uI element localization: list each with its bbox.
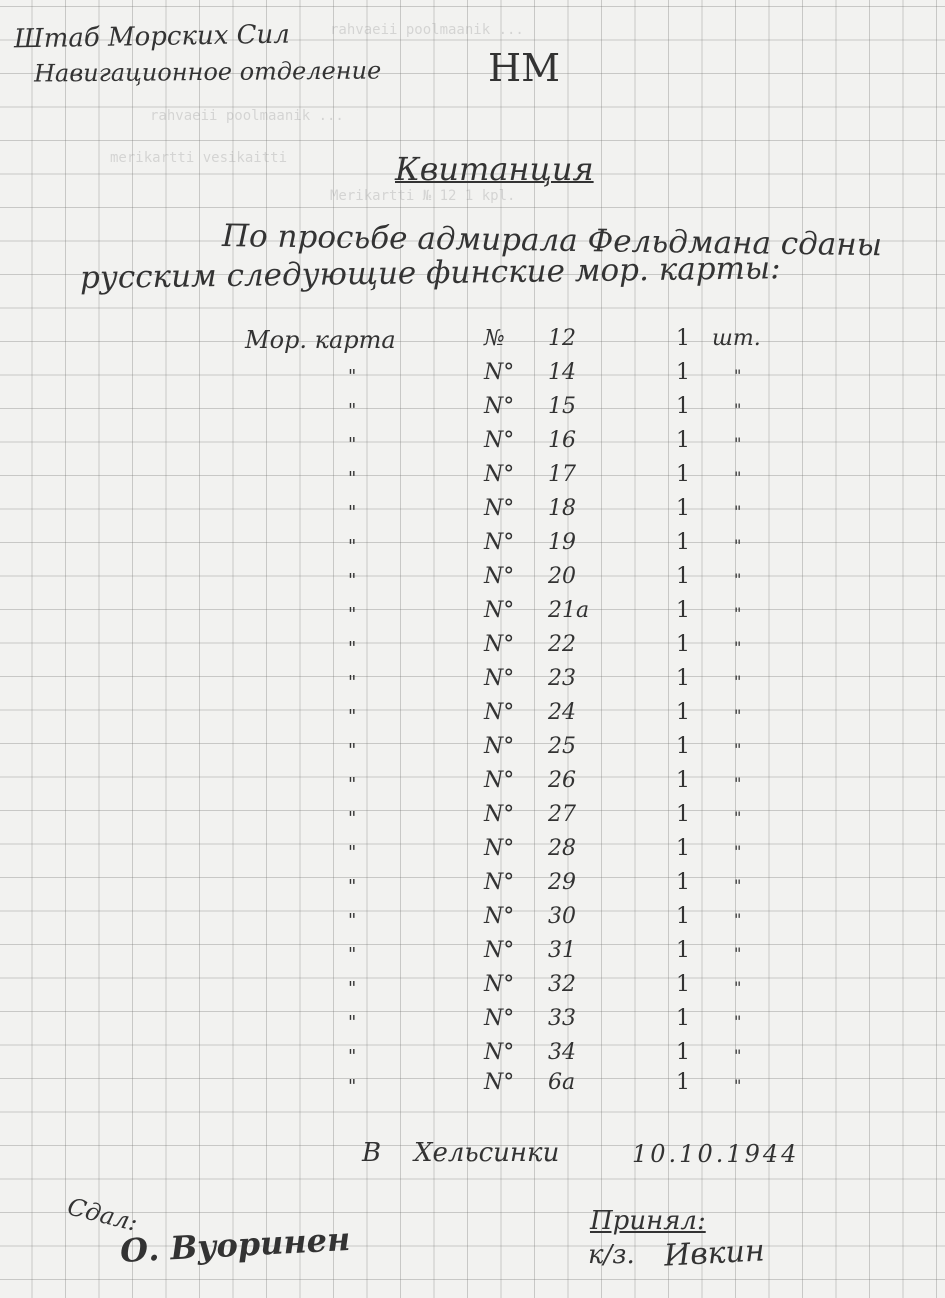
handed-label: Сдал:: [64, 1192, 141, 1237]
document-title: Квитанция: [395, 150, 594, 188]
table-row: [0, 836, 945, 870]
number-sign: N°: [484, 768, 515, 793]
number-sign: N°: [484, 598, 515, 623]
chart-count: 1: [676, 394, 690, 419]
ditto-mark: ": [348, 672, 357, 693]
ditto-mark: ": [734, 876, 742, 895]
number-sign: N°: [484, 972, 515, 997]
table-row: [0, 734, 945, 768]
ditto-mark: ": [734, 1076, 742, 1095]
chart-count: 1: [676, 530, 690, 555]
ditto-mark: ": [734, 978, 742, 997]
received-rank: к/з.: [588, 1240, 635, 1270]
chart-number: 16: [548, 428, 576, 453]
chart-number: 24: [548, 700, 576, 725]
ditto-mark: ": [734, 366, 742, 385]
chart-count: 1: [676, 428, 690, 453]
ditto-mark: ": [348, 638, 357, 659]
table-row: [0, 496, 945, 530]
chart-count: 1: [676, 1040, 690, 1065]
ditto-mark: ": [734, 570, 742, 589]
number-sign: N°: [484, 530, 515, 555]
ditto-mark: ": [348, 978, 357, 999]
chart-number: 26: [548, 768, 576, 793]
chart-number: 33: [548, 1006, 576, 1031]
number-sign: N°: [484, 870, 515, 895]
number-sign: N°: [484, 360, 515, 385]
chart-count: 1: [676, 972, 690, 997]
table-row: [0, 360, 945, 394]
chart-count: 1: [676, 598, 690, 623]
chart-number: 23: [548, 666, 576, 691]
chart-count: 1: [676, 360, 690, 385]
table-row: [0, 1006, 945, 1040]
table-row: [0, 870, 945, 904]
ditto-mark: ": [734, 638, 742, 657]
table-row: [0, 530, 945, 564]
ditto-mark: ": [348, 536, 357, 557]
ditto-mark: ": [348, 706, 357, 727]
number-sign: N°: [484, 836, 515, 861]
table-row: [0, 666, 945, 700]
unit-label: шт.: [712, 326, 761, 351]
ditto-mark: ": [734, 672, 742, 691]
ditto-mark: ": [348, 1046, 357, 1067]
number-sign: N°: [484, 428, 515, 453]
ditto-mark: ": [348, 502, 357, 523]
org-line-1: Штаб Морских Сил: [13, 19, 291, 55]
org-line-2: Навигационное отделение: [33, 56, 382, 88]
number-sign: N°: [484, 666, 515, 691]
intro-line-2: русским следующие финские мор. карты:: [79, 250, 781, 296]
table-row: [0, 326, 945, 360]
chart-count: 1: [676, 326, 690, 351]
table-row: [0, 904, 945, 938]
ghost-line-1: rahvaeii poolmaanik ...: [330, 22, 524, 38]
number-sign: N°: [484, 904, 515, 929]
table-row: [0, 972, 945, 1006]
ditto-mark: ": [734, 706, 742, 725]
chart-count: 1: [676, 836, 690, 861]
table-row: [0, 598, 945, 632]
ditto-mark: ": [734, 774, 742, 793]
ditto-mark: ": [734, 1046, 742, 1065]
chart-number: 20: [548, 564, 576, 589]
ditto-mark: ": [734, 536, 742, 555]
received-label: Принял:: [590, 1206, 706, 1236]
table-row: [0, 632, 945, 666]
chart-count: 1: [676, 938, 690, 963]
chart-count: 1: [676, 802, 690, 827]
ditto-mark: ": [734, 434, 742, 453]
ditto-mark: ": [348, 842, 357, 863]
ditto-mark: ": [734, 910, 742, 929]
chart-number: 6а: [548, 1070, 576, 1095]
chart-number: 32: [548, 972, 576, 997]
place-city: Хельсинки: [414, 1138, 560, 1168]
ditto-mark: ": [734, 400, 742, 419]
table-row: [0, 1070, 945, 1104]
chart-number: 18: [548, 496, 576, 521]
chart-number: 34: [548, 1040, 576, 1065]
chart-number: 29: [548, 870, 576, 895]
chart-label: Мор. карта: [245, 326, 396, 354]
chart-number: 15: [548, 394, 576, 419]
ditto-mark: ": [348, 876, 357, 897]
chart-count: 1: [676, 496, 690, 521]
ditto-mark: ": [734, 944, 742, 963]
table-row: [0, 564, 945, 598]
table-row: [0, 802, 945, 836]
ditto-mark: ": [734, 468, 742, 487]
chart-number: 14: [548, 360, 576, 385]
chart-count: 1: [676, 734, 690, 759]
chart-count: 1: [676, 904, 690, 929]
ditto-mark: ": [348, 740, 357, 761]
ditto-mark: ": [734, 842, 742, 861]
ditto-mark: ": [348, 400, 357, 421]
chart-number: 31: [548, 938, 576, 963]
chart-count: 1: [676, 632, 690, 657]
chart-number: 28: [548, 836, 576, 861]
number-sign: N°: [484, 462, 515, 487]
ditto-mark: ": [348, 604, 357, 625]
ditto-mark: ": [348, 774, 357, 795]
number-sign: N°: [484, 938, 515, 963]
initials: НМ: [488, 46, 561, 90]
table-row: [0, 462, 945, 496]
chart-count: 1: [676, 666, 690, 691]
ditto-mark: ": [348, 1012, 357, 1033]
number-sign: №: [484, 326, 505, 351]
ghost-line-4: Merikartti № 12 1 kpl.: [330, 188, 516, 204]
number-sign: N°: [484, 734, 515, 759]
chart-number: 12: [548, 326, 576, 351]
ditto-mark: ": [734, 808, 742, 827]
ditto-mark: ": [348, 468, 357, 489]
ghost-line-2: rahvaeii poolmaanik ...: [150, 108, 344, 124]
table-row: [0, 938, 945, 972]
ditto-mark: ": [348, 1076, 357, 1097]
ghost-line-3: merikartti vesikaitti: [110, 150, 288, 166]
number-sign: N°: [484, 700, 515, 725]
ditto-mark: ": [348, 434, 357, 455]
chart-number: 17: [548, 462, 576, 487]
chart-number: 19: [548, 530, 576, 555]
chart-number: 21а: [548, 598, 590, 623]
document-date: 10.10.1944: [632, 1140, 800, 1168]
chart-count: 1: [676, 462, 690, 487]
intro-line-1: По просьбе адмирала Фельдмана сданы: [221, 218, 883, 264]
table-row: [0, 428, 945, 462]
chart-number: 25: [548, 734, 576, 759]
chart-number: 27: [548, 802, 576, 827]
table-row: [0, 700, 945, 734]
ditto-mark: ": [734, 1012, 742, 1031]
chart-count: 1: [676, 564, 690, 589]
number-sign: N°: [484, 394, 515, 419]
number-sign: N°: [484, 564, 515, 589]
ditto-mark: ": [348, 366, 357, 387]
chart-count: 1: [676, 1070, 690, 1095]
chart-count: 1: [676, 1006, 690, 1031]
number-sign: N°: [484, 1040, 515, 1065]
table-row: [0, 394, 945, 428]
handed-signature: О. Вуоринен: [119, 1219, 352, 1271]
chart-count: 1: [676, 768, 690, 793]
ditto-mark: ": [348, 944, 357, 965]
table-row: [0, 768, 945, 802]
number-sign: N°: [484, 496, 515, 521]
chart-count: 1: [676, 870, 690, 895]
ditto-mark: ": [734, 604, 742, 623]
ditto-mark: ": [734, 502, 742, 521]
number-sign: N°: [484, 1070, 515, 1095]
number-sign: N°: [484, 802, 515, 827]
table-row: [0, 1040, 945, 1074]
chart-count: 1: [676, 700, 690, 725]
ditto-mark: ": [348, 808, 357, 829]
chart-number: 22: [548, 632, 576, 657]
place-prefix: В: [362, 1138, 382, 1168]
received-signature: Ивкин: [663, 1233, 766, 1274]
number-sign: N°: [484, 1006, 515, 1031]
ditto-mark: ": [348, 570, 357, 591]
number-sign: N°: [484, 632, 515, 657]
chart-number: 30: [548, 904, 576, 929]
ditto-mark: ": [734, 740, 742, 759]
ditto-mark: ": [348, 910, 357, 931]
